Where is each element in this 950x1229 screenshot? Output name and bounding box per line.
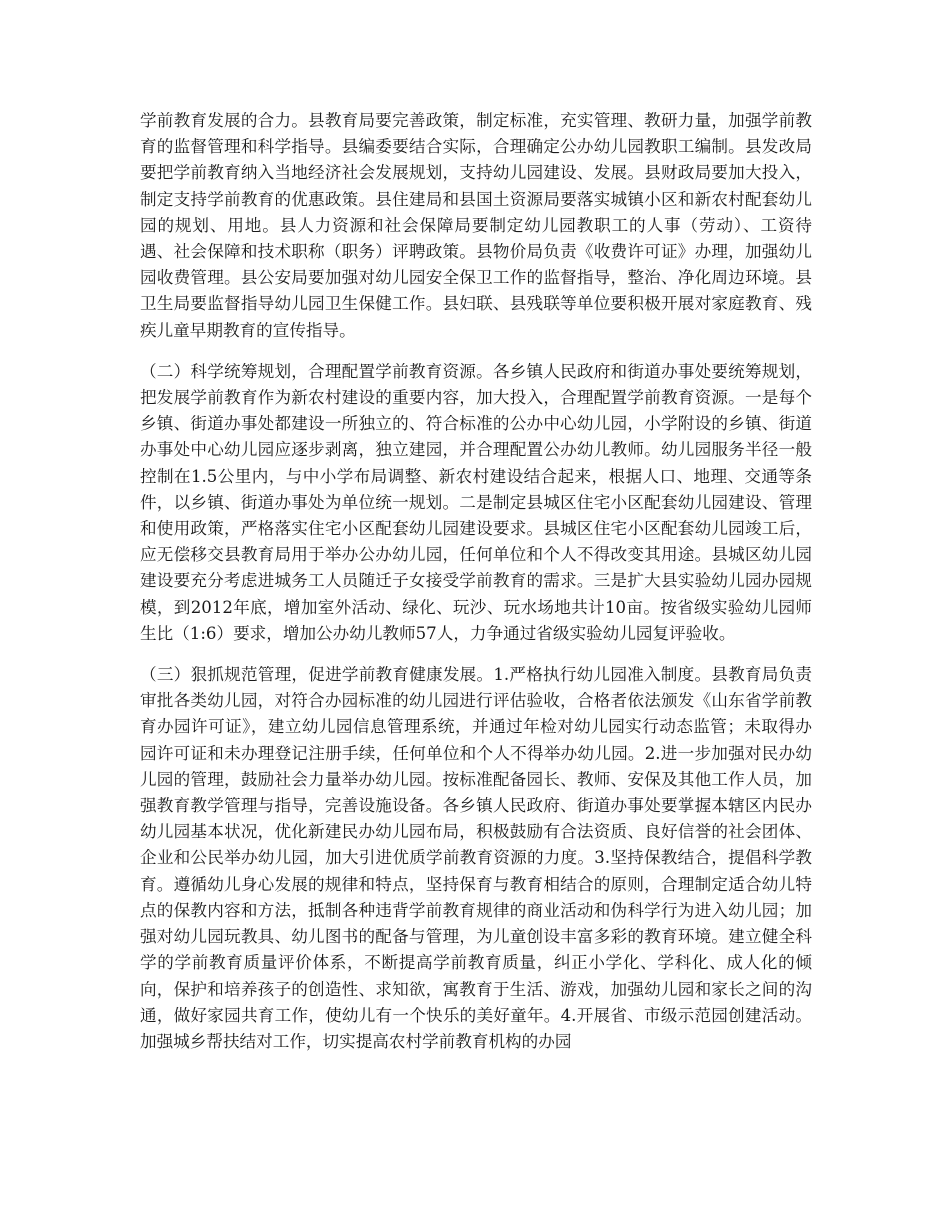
paragraph-1: 学前教育发展的合力。县教育局要完善政策，制定标准，充实管理、教研力量，加强学前教育的监督管理和科学指导。县编委要结合实际，合理确定公办幼儿园教职工编制。县发改局要把学前教育纳入当地经济社会发展规划，支持幼儿园建设、发展。县财政局要加大投入，制定支持学前教育的优惠政策。县住建局和县国土资源局要落实城镇小区和新农村配套幼儿园的规划、用地。县人力资源和社会保障局要制定幼儿园教职工的人事（劳动）、工资待遇、社会保障和技术职称（职务）评聘政策。县物价局负责《收费许可证》办理，加强幼儿园收费管理。县公安局要加强对幼儿园安全保卫工作的监督指导，整治、净化周边环境。县卫生局要监督指导幼儿园卫生保健工作。县妇联、县残联等单位要积极开展对家庭教育、残疾儿童早期教育的宣传指导。 <box>140 111 812 340</box>
document-page <box>140 108 812 1070</box>
paragraph-2: （二）科学统筹规划，合理配置学前教育资源。各乡镇人民政府和街道办事处要统筹规划，把发展学前教育作为新农村建设的重要内容，加大投入，合理配置学前教育资源。一是每个乡镇、街道办事处都建设一所独立的、符合标准的公办中心幼儿园，小学附设的乡镇、街道办事处中心幼儿园应逐步剥离，独立建园，并合理配置公办幼儿教师。幼儿园服务半径一般控制在1.5公里内，与中小学布局调整、新农村建设结合起来，根据人口、地理、交通等条件，以乡镇、街道办事处为单位统一规划。二是制定县城区住宅小区配套幼儿园建设、管理和使用政策，严格落实住宅小区配套幼儿园建设要求。县城区住宅小区配套幼儿园竣工后，应无偿移交县教育局用于举办公办幼儿园，任何单位和个人不得改变其用途。县城区幼儿园建设要充分考虑进城务工人员随迁子女接受学前教育的需求。三是扩大县实验幼儿园办园规模，到2012年底，增加室外活动、绿化、玩沙、玩水场地共计10亩。按省级实验幼儿园师生比（1:6）要求，增加公办幼儿教师57人，力争通过省级实验幼儿园复评验收。 <box>140 361 812 643</box>
paragraph-3: （三）狠抓规范管理，促进学前教育健康发展。1.严格执行幼儿园准入制度。县教育局负责审批各类幼儿园，对符合办园标准的幼儿园进行评估验收，合格者依法颁发《山东省学前教育办园许可证》，建立幼儿园信息管理系统，并通过年检对幼儿园实行动态监管；未取得办园许可证和未办理登记注册手续，任何单位和个人不得举办幼儿园。2.进一步加强对民办幼儿园的管理，鼓励社会力量举办幼儿园。按标准配备园长、教师、安保及其他工作人员，加强教育教学管理与指导，完善设施设备。各乡镇人民政府、街道办事处要掌握本辖区内民办幼儿园基本状况，优化新建民办幼儿园布局，积极鼓励有合法资质、良好信誉的社会团体、企业和公民举办幼儿园，加大引进优质学前教育资源的力度。3.坚持保教结合，提倡科学教育。遵循幼儿身心发展的规律和特点，坚持保育与教育相结合的原则，合理制定适合幼儿特点的保教内容和方法，抵制各种违背学前教育规律的商业活动和伪科学行为进入幼儿园；加强对幼儿园玩教具、幼儿图书的配备与管理，为儿童创设丰富多彩的教育环境。建立健全科学的学前教育质量评价体系，不断提高学前教育质量，纠正小学化、学科化、成人化的倾向，保护和培养孩子的创造性、求知欲，寓教育于生活、游戏，加强幼儿园和家长之间的沟通，做好家园共育工作，使幼儿有一个快乐的美好童年。4.开展省、市级示范园创建活动。加强城乡帮扶结对工作，切实提高农村学前教育机构的办园 <box>140 665 812 1051</box>
